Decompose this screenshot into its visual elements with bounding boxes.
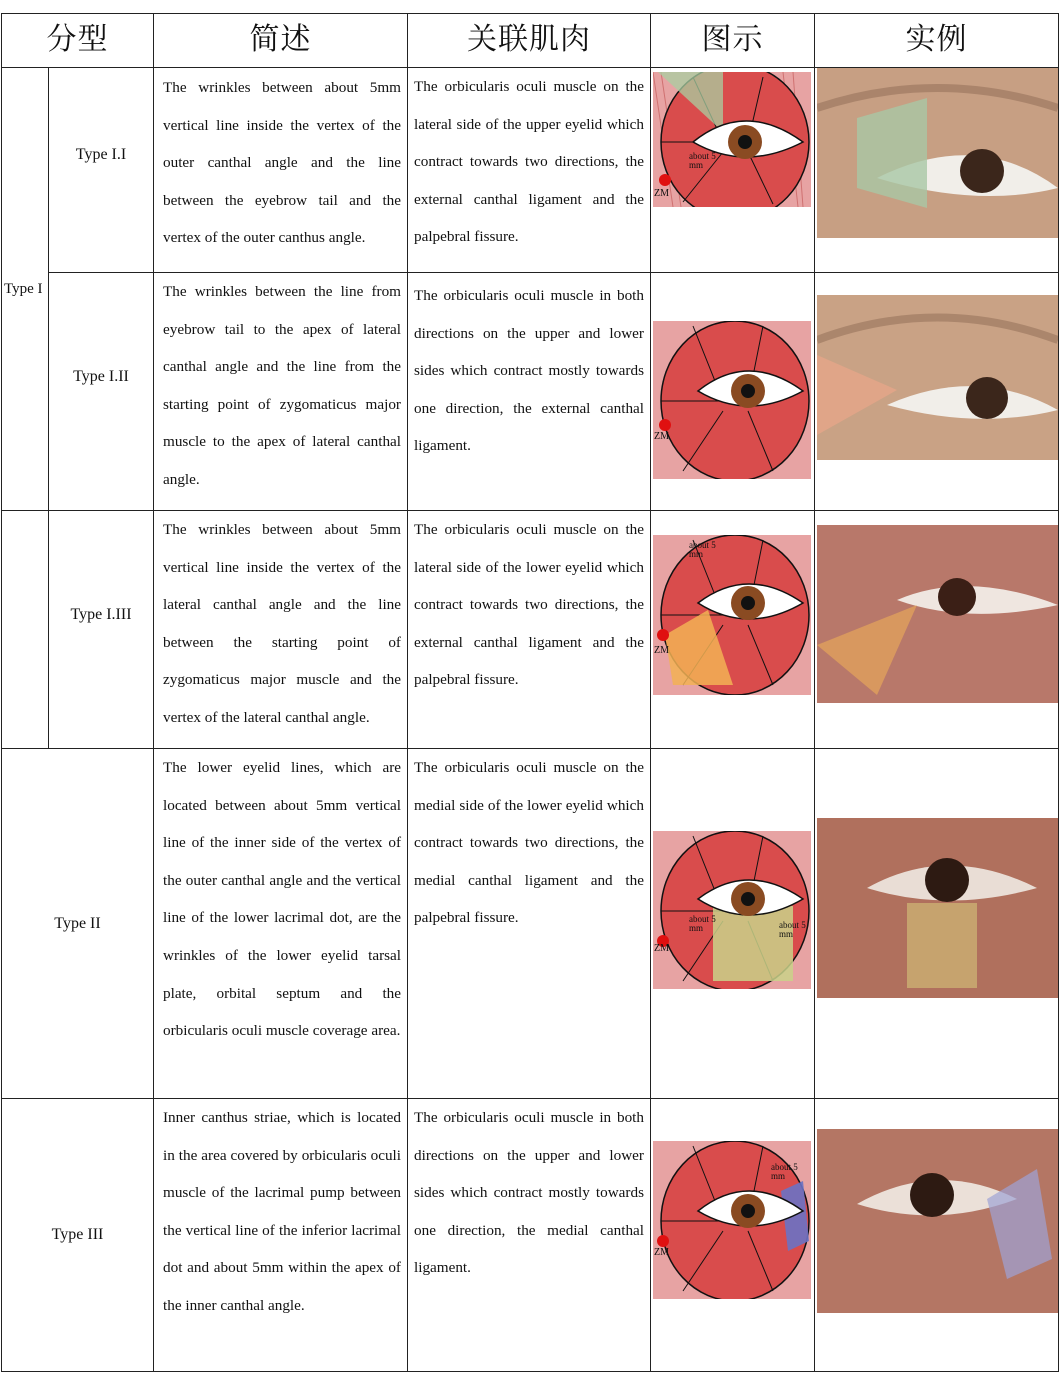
eye-muscle-diagram [653, 1141, 811, 1299]
example-photo [817, 1129, 1058, 1313]
header-row [2, 14, 1059, 68]
wrinkle-classification-table [1, 13, 1059, 1372]
muscle-cell: The orbicularis oculi muscle on the lateral side of the lower eyelid which contract towards two directions, the external canthal ligament and the palpebral fissure. [408, 511, 651, 749]
type-group-label: Type I [2, 68, 49, 511]
description-cell: The wrinkles between about 5mm vertical line inside the vertex of the lateral canthal angle and the line between the starting point of zygomaticus major muscle and the vertex of the lateral canthal angle. [154, 511, 408, 749]
header-description: 简述 [154, 14, 408, 68]
figure-label: about 5 mm [771, 1162, 798, 1181]
illustration-cell [651, 68, 815, 273]
illustration-cell [651, 511, 815, 749]
muscle-cell: The orbicularis oculi muscle in both directions on the upper and lower sides which contract mostly towards one direction, the external canthal ligament. [408, 273, 651, 511]
example-cell [815, 749, 1059, 1099]
figure-label-zm: ZM [654, 1247, 669, 1258]
type-label: Type I.III [49, 511, 154, 749]
description-cell: The wrinkles between about 5mm vertical line inside the vertex of the outer canthal angle and the line between the eyebrow tail and the vertex of the outer canthus angle. [154, 68, 408, 273]
illustration-cell [651, 273, 815, 511]
eye-muscle-diagram [653, 831, 811, 989]
figure-label: about 5 mm [689, 914, 716, 933]
description-cell: The wrinkles between the line from eyebrow tail to the apex of lateral canthal angle and the line from the starting point of zygomaticus major muscle to the apex of lateral canthal angle. [154, 273, 408, 511]
header-muscle: 关联肌肉 [408, 14, 651, 68]
muscle-cell: The orbicularis oculi muscle on the lateral side of the upper eyelid which contract towards two directions, the external canthal ligament and the palpebral fissure. [408, 68, 651, 273]
type-label: Type III [2, 1099, 154, 1372]
type-label: Type I.I [49, 68, 154, 273]
header-illustration: 图示 [651, 14, 815, 68]
example-photo [817, 525, 1058, 703]
header-type: 分型 [2, 14, 154, 68]
description-cell: Inner canthus striae, which is located in the area covered by orbicularis oculi muscle of the lacrimal pump between the vertical line of the inferior lacrimal dot and about 5mm within the apex of the inner canthal angle. [154, 1099, 408, 1372]
table-row [2, 68, 1059, 273]
figure-label-zm: ZM [654, 645, 669, 656]
eye-muscle-diagram [653, 321, 811, 479]
table-row [2, 273, 1059, 511]
example-cell [815, 1099, 1059, 1372]
figure-label-zm: ZM [654, 943, 669, 954]
figure-label: about 5 mm [689, 151, 716, 170]
table-row [2, 511, 1059, 749]
description-cell: The lower eyelid lines, which are located between about 5mm vertical line of the inner side of the vertex of the outer canthal angle and the vertical line of the lower lacrimal dot, are the wrinkles of the lower eyelid tarsal plate, orbital septum and the orbicularis oculi muscle coverage area. [154, 749, 408, 1099]
eye-muscle-diagram [653, 72, 811, 207]
eye-muscle-diagram [653, 535, 811, 695]
illustration-cell [651, 1099, 815, 1372]
illustration-cell [651, 749, 815, 1099]
example-photo [817, 295, 1058, 460]
type-group-spacer [2, 511, 49, 749]
table-row [2, 1099, 1059, 1372]
table-row [2, 749, 1059, 1099]
figure-label: about 5 mm [779, 920, 806, 939]
example-cell [815, 273, 1059, 511]
type-label: Type II [2, 749, 154, 1099]
type-label: Type I.II [49, 273, 154, 511]
example-cell [815, 511, 1059, 749]
figure-label: about 5 mm [689, 540, 716, 559]
example-cell [815, 68, 1059, 273]
muscle-cell: The orbicularis oculi muscle on the medial side of the lower eyelid which contract towards two directions, the medial canthal ligament and the palpebral fissure. [408, 749, 651, 1099]
figure-label-zm: ZM [654, 188, 669, 199]
example-photo [817, 818, 1058, 998]
figure-label-zm: ZM [654, 431, 669, 442]
example-photo [817, 68, 1058, 238]
muscle-cell: The orbicularis oculi muscle in both directions on the upper and lower sides which contract mostly towards one direction, the medial canthal ligament. [408, 1099, 651, 1372]
header-example: 实例 [815, 14, 1059, 68]
